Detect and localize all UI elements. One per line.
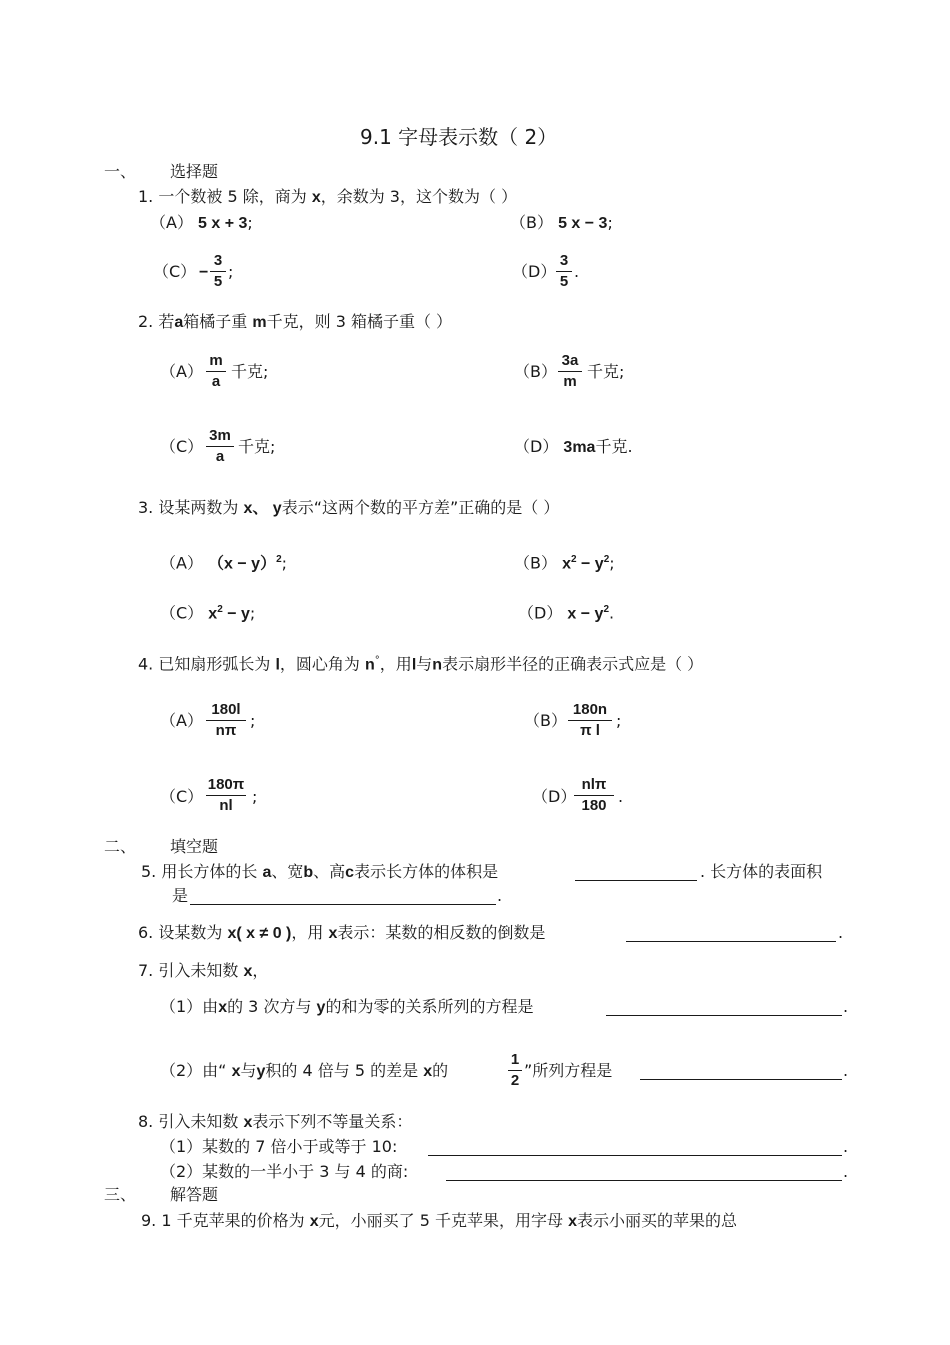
q2-option-b-label: （B） [514, 362, 557, 381]
q5-volume-blank[interactable] [575, 880, 697, 881]
section-number: 二、 [104, 837, 137, 856]
question-3-stem: 3. 设某两数为 x、 y表示“这两个数的平方差”正确的是（ ） [138, 498, 560, 517]
q8-part-1: （1）某数的 7 倍小于或等于 10: [160, 1137, 398, 1156]
q5-line2-end: . [497, 886, 503, 905]
q4-option-a-label: （A） [160, 711, 203, 730]
q4-option-d-tail: . [618, 787, 624, 806]
q8-part-2-end: . [843, 1162, 849, 1181]
section-label: 填空题 [170, 837, 219, 856]
q2-option-b-tail: 千克; [587, 362, 625, 381]
q7-part-2-fraction: 1 2 [508, 1051, 522, 1090]
q1-option-c-tail: ; [228, 262, 234, 281]
q1-option-c-label: （C） [153, 262, 197, 281]
q4-option-d-fraction: nlπ 180 [574, 776, 614, 815]
q7-part-1: （1）由x的 3 次方与 y的和为零的关系所列的方程是 [160, 997, 534, 1016]
q7-part-1-end: . [843, 997, 849, 1016]
question-6-stem: 6. 设某数为 x( x ≠ 0 )，用 x表示：某数的相反数的倒数是 [138, 923, 546, 942]
question-4-stem: 4. 已知扇形弧长为 l，圆心角为 n°，用l与n表示扇形半径的正确表示式应是（ ） [138, 654, 704, 674]
question-5-stem: 5. 用长方体的长 a、宽b、高c表示长方体的体积是 [141, 862, 499, 881]
q2-option-c-tail: 千克; [238, 437, 276, 456]
q1-option-d-fraction: 3 5 [556, 252, 572, 291]
q8-part-2: （2）某数的一半小于 3 与 4 的商: [160, 1162, 409, 1181]
q5-line1-end: . 长方体的表面积 [700, 862, 823, 881]
q6-end: . [838, 923, 844, 942]
q4-option-a-fraction: 180l nπ [206, 701, 246, 740]
q3-option-c: （C） $x^2 - y$; [160, 603, 256, 623]
q4-option-d-label: （D） [532, 787, 577, 806]
q7-part-2-end: . [843, 1061, 849, 1080]
question-7-stem: 7. 引入未知数 x， [138, 961, 269, 980]
q5-line2-start: 是 [172, 886, 189, 905]
q4-option-b-tail: ; [616, 711, 622, 730]
q6-answer-blank[interactable] [626, 941, 836, 942]
q2-option-c-label: （C） [160, 437, 204, 456]
q5-surface-area-blank[interactable] [190, 904, 496, 905]
q1-option-c-sign: − [199, 264, 209, 281]
q1-option-c-fraction: 3 5 [210, 252, 226, 291]
question-9-stem: 9. 1 千克苹果的价格为 x元，小丽买了 5 千克苹果，用字母 x表示小丽买的苹果的总 [141, 1211, 737, 1230]
q4-option-c-label: （C） [160, 787, 204, 806]
q1-option-b: （B） 5 x − 3; [510, 213, 613, 232]
q8-part-2-blank[interactable] [446, 1180, 842, 1181]
q8-part-1-blank[interactable] [428, 1155, 842, 1156]
q1-option-a: （A） 5 x + 3; [150, 213, 253, 232]
q1-option-d-tail: . [574, 262, 580, 281]
page-title: 9.1 字母表示数（ 2） [360, 125, 558, 149]
section-number: 一、 [104, 162, 137, 181]
q4-option-c-fraction: 180π nl [207, 776, 245, 814]
q7-part-2-tail: ”所列方程是 [524, 1061, 613, 1080]
q3-option-d: （D） $x - y^2$. [518, 603, 615, 623]
q4-option-b-fraction: 180n π l [568, 701, 612, 740]
q2-option-d: （D） 3ma千克. [514, 437, 633, 456]
question-1-stem: 1. 一个数被 5 除，商为 x，余数为 3，这个数为（ ） [138, 187, 518, 206]
section-label: 解答题 [170, 1185, 219, 1204]
q3-option-a: （A） $(x - y)^2$; [160, 553, 288, 573]
q2-option-b-fraction: 3a m [558, 352, 582, 391]
section-number: 三、 [104, 1185, 137, 1204]
q2-option-c-fraction: 3m a [206, 427, 234, 466]
q4-option-b-label: （B） [524, 711, 567, 730]
q4-option-c-tail: ; [252, 787, 258, 806]
q8-part-1-end: . [843, 1137, 849, 1156]
q7-part-1-blank[interactable] [606, 1015, 842, 1016]
question-8-stem: 8. 引入未知数 x表示下列不等量关系： [138, 1112, 413, 1131]
q7-part-2-blank[interactable] [640, 1079, 842, 1080]
q7-part-2: （2）由“ x与y积的 4 倍与 5 的差是 x的 [160, 1061, 449, 1080]
section-label: 选择题 [170, 162, 219, 181]
q3-option-b: （B） $x^2 - y^2$; [514, 553, 615, 573]
question-2-stem: 2. 若a箱橘子重 m千克，则 3 箱橘子重（ ） [138, 312, 453, 331]
q2-option-a-fraction: m a [206, 352, 226, 391]
q4-option-a-tail: ; [250, 711, 256, 730]
q2-option-a-tail: 千克; [231, 362, 269, 381]
q1-option-d-label: （D） [512, 262, 557, 281]
q2-option-a-label: （A） [160, 362, 203, 381]
